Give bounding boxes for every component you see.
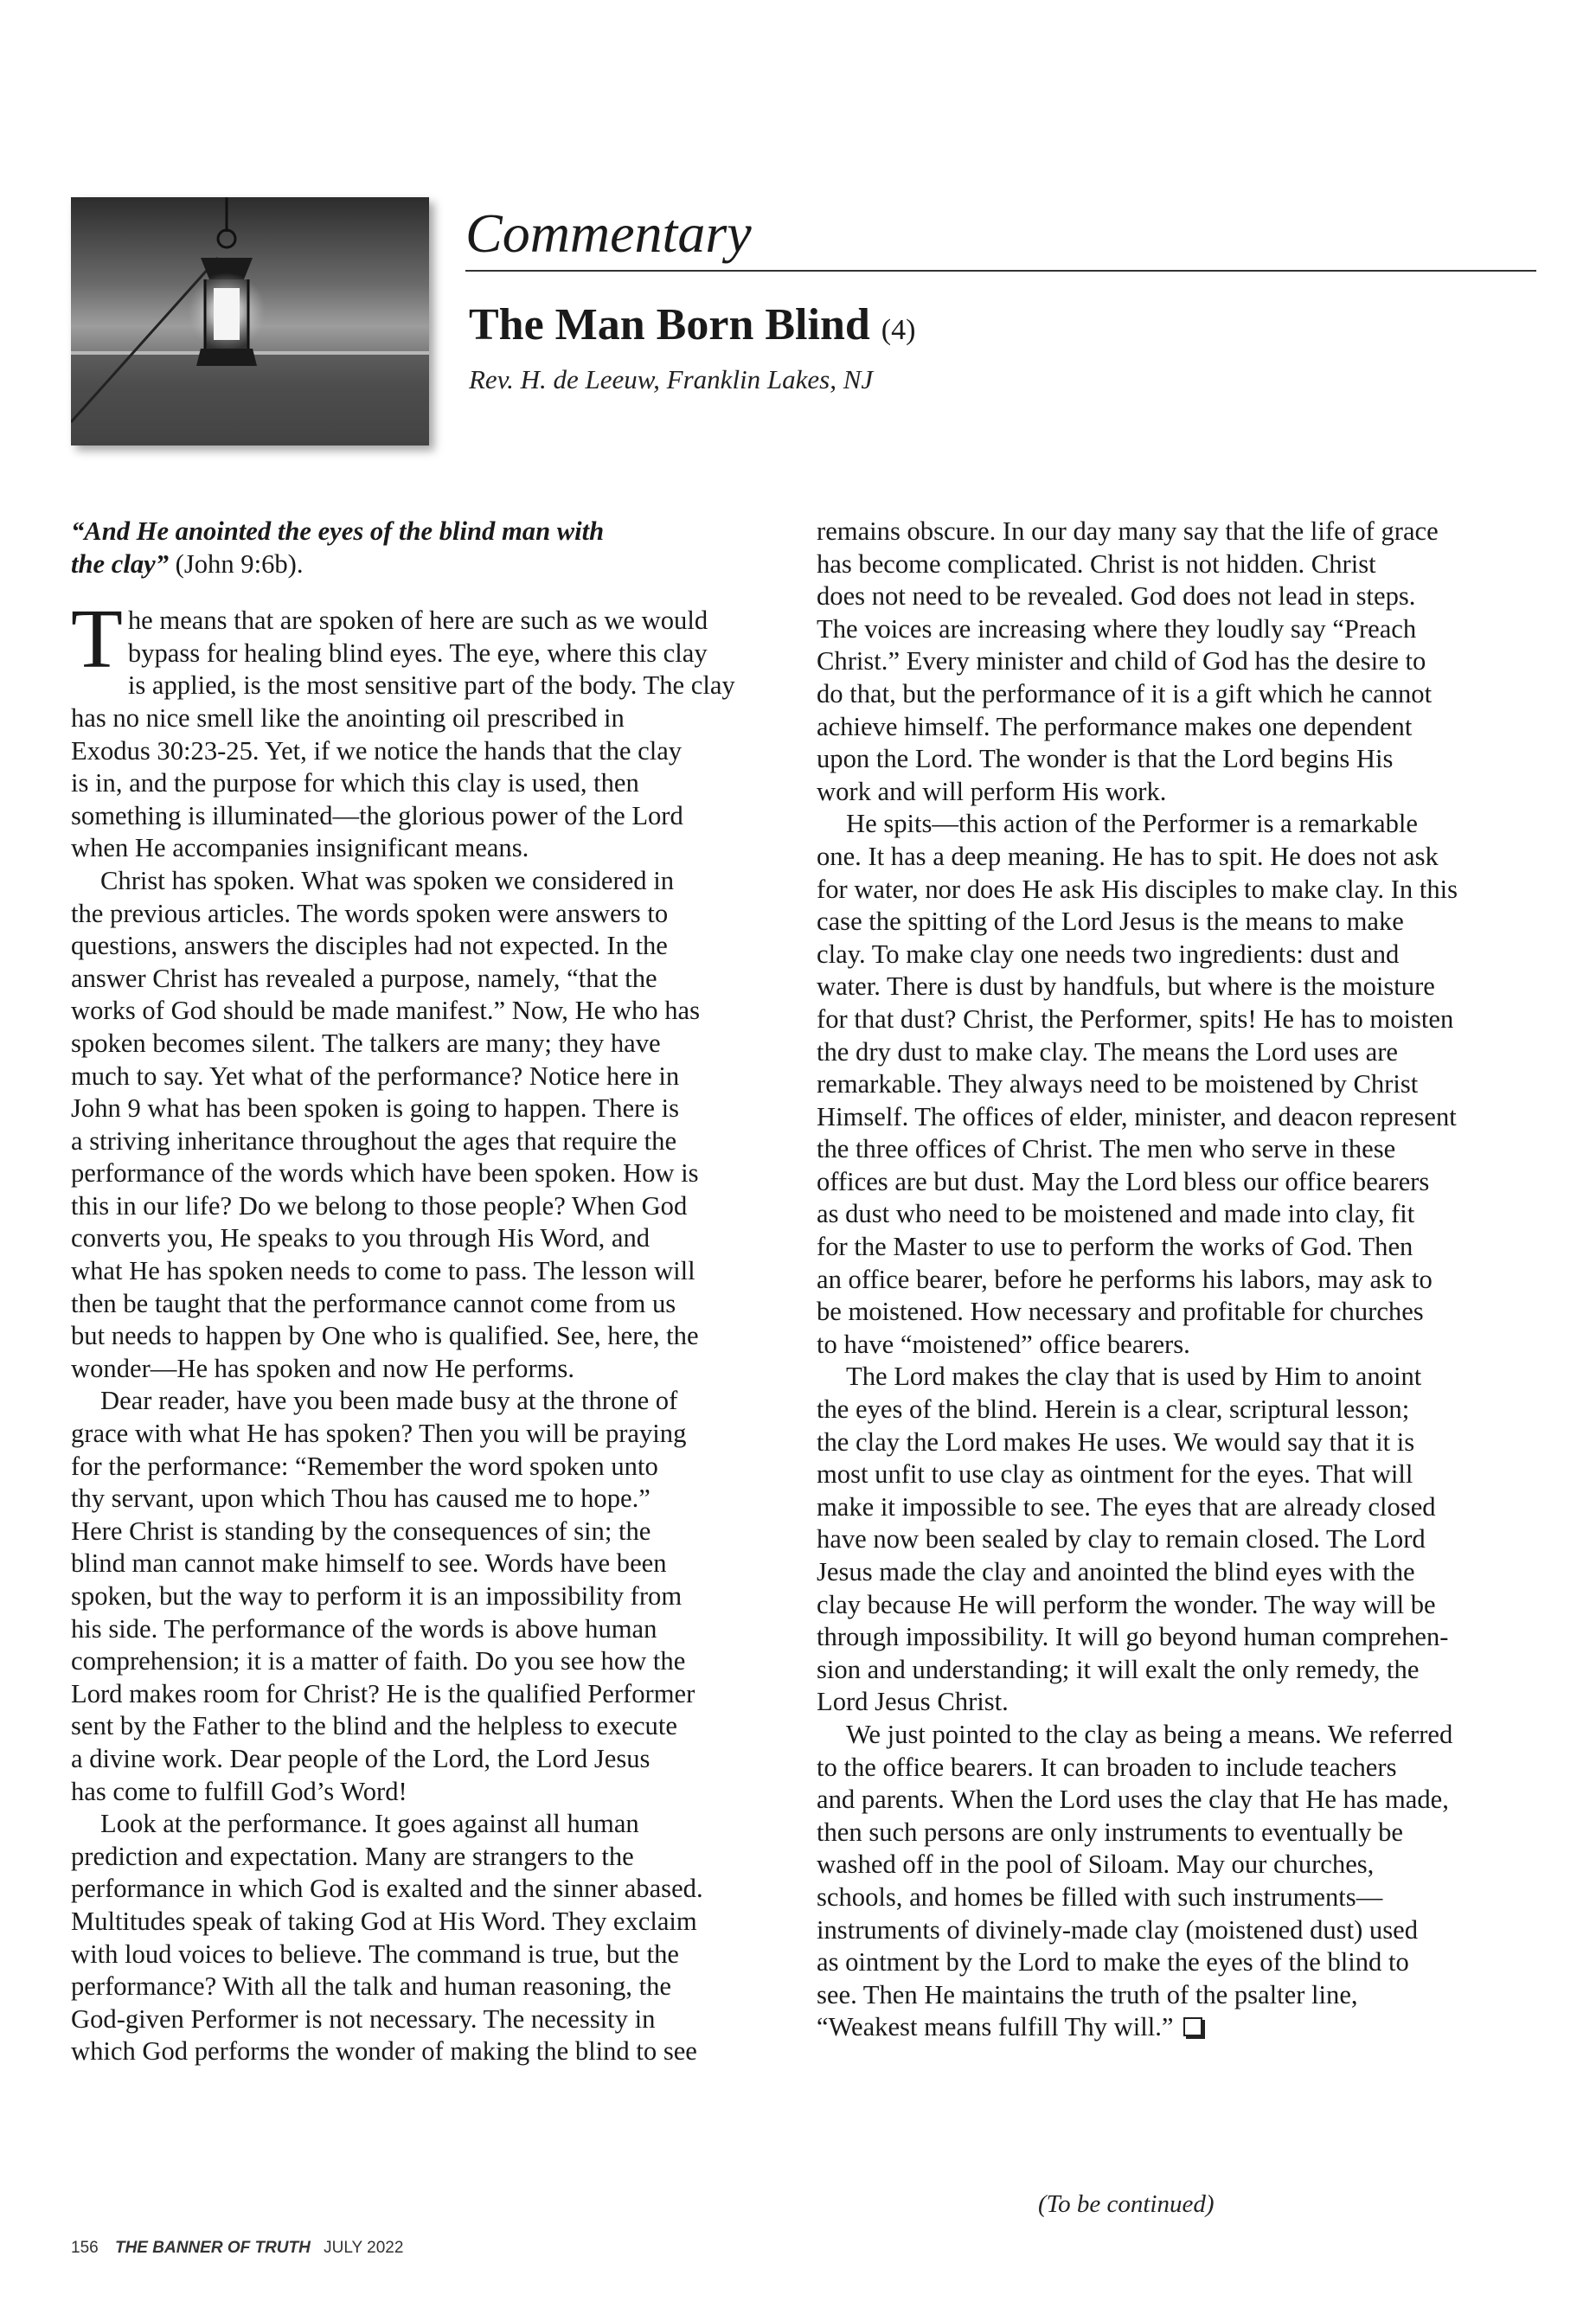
body-text: has come to fulfill God’s Word! xyxy=(71,1776,407,1806)
body-text-line xyxy=(71,1125,789,1158)
body-text: and parents. When the Lord uses the clay that He has made, xyxy=(817,1785,1449,1815)
body-text: for water, nor does He ask His disciples to make clay. In this xyxy=(817,874,1458,904)
body-text-line xyxy=(71,1320,789,1353)
body-text: Christ.” Every minister and child of God has the desire to xyxy=(817,646,1426,676)
body-text-line xyxy=(71,702,789,735)
body-text-line xyxy=(817,776,1535,809)
body-text-line xyxy=(817,1133,1535,1166)
body-text: Jesus made the clay and anointed the blind eyes with the xyxy=(817,1557,1415,1586)
body-text-line xyxy=(71,1451,789,1484)
body-text: Dear reader, have you been made busy at the throne of xyxy=(100,1386,678,1416)
body-text: do that, but the performance of it is a gift which he cannot xyxy=(817,678,1433,708)
body-text-line xyxy=(817,1621,1535,1654)
body-text: converts you, He speaks to you through His Word, and xyxy=(71,1223,651,1253)
body-text: Here Christ is standing by the consequences of sin; the xyxy=(71,1516,651,1546)
body-text: something is illuminated—the glorious power of the Lord xyxy=(71,800,683,830)
body-text-line xyxy=(71,1743,789,1776)
body-text: this in our life? Do we belong to those people? When God xyxy=(71,1190,688,1221)
body-text: has become complicated. Christ is not hidden. Christ xyxy=(817,548,1376,579)
body-text-line xyxy=(817,580,1535,613)
body-text-line xyxy=(817,1329,1535,1362)
body-text: We just pointed to the clay as being a means. We referred xyxy=(846,1719,1453,1749)
body-text: schools, and homes be filled with such instruments— xyxy=(817,1881,1383,1912)
dropcap-letter: T xyxy=(71,593,123,687)
body-text-line xyxy=(817,1264,1535,1297)
body-text: Himself. The offices of elder, minister, and deacon represent xyxy=(817,1101,1457,1131)
body-text-line xyxy=(817,1719,1535,1752)
body-text: wonder—He has spoken and now He performs. xyxy=(71,1353,574,1383)
body-text: spoken becomes silent. The talkers are many; they have xyxy=(71,1028,661,1058)
body-text-line xyxy=(817,1849,1535,1881)
body-text: water. There is dust by handfuls, but where is the moisture xyxy=(817,971,1435,1002)
epigraph-spacer xyxy=(71,580,789,605)
body-text-line xyxy=(817,1491,1535,1524)
right-body-text xyxy=(817,516,1535,2044)
body-text-line xyxy=(817,1361,1535,1394)
to-be-continued: (To be continued) xyxy=(1038,2190,1215,2218)
body-text: work and will perform His work. xyxy=(817,776,1167,806)
body-text: Multitudes speak of taking God at His Word. They exclaim xyxy=(71,1906,697,1936)
body-text: Christ has spoken. What was spoken we considered in xyxy=(100,865,675,895)
body-text-line xyxy=(817,939,1535,971)
body-text: the previous articles. The words spoken were answers to xyxy=(71,898,669,928)
body-text-line xyxy=(71,1483,789,1516)
body-text: as ointment by the Lord to make the eyes of the blind to xyxy=(817,1947,1409,1977)
body-text: God-given Performer is not necessary. The necessity in xyxy=(71,2003,656,2034)
body-text-line xyxy=(71,1061,789,1093)
body-text: works of God should be made manifest.” Now, He who has xyxy=(71,996,701,1026)
body-text-line xyxy=(71,1157,789,1190)
body-text: achieve himself. The performance makes one dependent xyxy=(817,711,1413,741)
body-text: The voices are increasing where they loudly say “Preach xyxy=(817,613,1417,644)
body-text-line xyxy=(71,1678,789,1711)
body-text: is in, and the purpose for which this clay is used, then xyxy=(71,768,639,798)
body-text-line xyxy=(817,971,1535,1003)
body-text: performance of the words which have been spoken. How is xyxy=(71,1158,699,1189)
epigraph-line-1: “And He anointed the eyes of the blind man with xyxy=(71,516,605,546)
body-text-line xyxy=(817,678,1535,711)
article-title-text: The Man Born Blind xyxy=(469,300,870,349)
body-text-line xyxy=(71,2035,789,2068)
body-text-line xyxy=(71,1353,789,1386)
body-text-line xyxy=(817,711,1535,744)
body-text-line xyxy=(71,1222,789,1255)
body-text-line xyxy=(71,1808,789,1841)
body-text-line xyxy=(71,1645,789,1678)
body-text-line xyxy=(817,2011,1535,2044)
publication-name: THE BANNER OF TRUTH xyxy=(114,2239,311,2257)
body-text-line xyxy=(71,735,789,768)
body-text: performance in which God is exalted and the sinner abased. xyxy=(71,1874,703,1904)
body-text-line xyxy=(71,1548,789,1580)
body-text-line xyxy=(817,1979,1535,2012)
body-text: for the Master to use to perform the works of God. Then xyxy=(817,1232,1413,1262)
body-text-line xyxy=(817,1296,1535,1329)
body-text-line xyxy=(71,800,789,833)
article-part-number: (4) xyxy=(881,314,916,346)
lantern-illustration xyxy=(71,197,429,445)
body-text: Look at the performance. It goes against all human xyxy=(100,1809,639,1839)
body-text: see. Then He maintains the truth of the psalter line, xyxy=(817,1979,1358,2009)
body-text: remarkable. They always need to be moistened by Christ xyxy=(817,1069,1419,1099)
body-text-line xyxy=(817,613,1535,646)
body-text: make it impossible to see. The eyes that are already closed xyxy=(817,1491,1436,1522)
body-text-line xyxy=(817,1784,1535,1817)
body-text: have now been sealed by clay to remain closed. The Lord xyxy=(817,1524,1426,1554)
body-text: Lord makes room for Christ? He is the qualified Performer xyxy=(71,1678,695,1708)
body-text: most unfit to use clay as ointment for the eyes. That will xyxy=(817,1459,1413,1490)
body-text: what He has spoken needs to come to pass. The lesson will xyxy=(71,1256,695,1286)
body-text: questions, answers the disciples had not expected. In the xyxy=(71,931,668,961)
body-text: sion and understanding; it will exalt the only remedy, the xyxy=(817,1654,1420,1684)
body-text: comprehension; it is a matter of faith. Do you see how the xyxy=(71,1646,686,1676)
body-text: performance? With all the talk and human reasoning, the xyxy=(71,1971,671,2002)
body-text: the three offices of Christ. The men who serve in these xyxy=(817,1134,1396,1164)
body-text: through impossibility. It will go beyond human comprehen- xyxy=(817,1622,1449,1652)
left-column xyxy=(71,516,789,2068)
body-text-line xyxy=(817,1166,1535,1199)
body-text-line xyxy=(817,1231,1535,1264)
body-text-line xyxy=(71,2003,789,2036)
body-text-line xyxy=(817,743,1535,776)
body-text-line xyxy=(71,670,789,702)
body-text: when He accompanies insignificant means. xyxy=(71,833,529,863)
byline: Rev. H. de Leeuw, Franklin Lakes, NJ xyxy=(469,364,874,394)
body-text: He spits—this action of the Performer is a remarkable xyxy=(846,809,1418,839)
body-text: much to say. Yet what of the performance? Notice here in xyxy=(71,1061,680,1091)
page-number: 156 xyxy=(71,2239,99,2257)
body-text-line xyxy=(817,906,1535,939)
body-text-line xyxy=(71,1190,789,1223)
body-text: clay. To make clay one needs two ingredients: dust and xyxy=(817,939,1400,969)
left-body-text xyxy=(71,670,789,2068)
body-text-line xyxy=(71,1971,789,2003)
body-text-line xyxy=(817,645,1535,678)
body-text-line xyxy=(817,516,1535,548)
body-text: an office bearer, before he performs his labors, may ask to xyxy=(817,1264,1433,1294)
body-text-line xyxy=(71,1516,789,1548)
body-text-line xyxy=(71,865,789,898)
body-text: but needs to happen by One who is qualified. See, here, the xyxy=(71,1321,699,1351)
body-text-line xyxy=(817,1068,1535,1101)
body-text-line xyxy=(71,1710,789,1743)
body-text: then such persons are only instruments to eventually be xyxy=(817,1817,1404,1847)
body-text: thy servant, upon which Thou has caused me to hope.” xyxy=(71,1484,651,1514)
body-text-line xyxy=(71,930,789,963)
body-text-line xyxy=(71,1093,789,1125)
body-text: for that dust? Christ, the Performer, spits! He has to moisten xyxy=(817,1003,1454,1034)
body-text: for the performance: “Remember the word spoken unto xyxy=(71,1451,658,1481)
right-column xyxy=(817,516,1535,2044)
body-text: prediction and expectation. Many are strangers to the xyxy=(71,1841,634,1871)
body-text-line xyxy=(71,1580,789,1613)
body-text-line xyxy=(817,1426,1535,1459)
body-text-line xyxy=(817,808,1535,841)
body-text-line xyxy=(817,1881,1535,1914)
body-text: the dry dust to make clay. The means the Lord uses are xyxy=(817,1036,1399,1067)
body-text-line xyxy=(71,1613,789,1646)
epigraph-line-2 xyxy=(71,548,789,581)
body-text-line xyxy=(71,898,789,931)
body-text-line xyxy=(817,1556,1535,1589)
body-text-line xyxy=(71,1841,789,1874)
body-text: answer Christ has revealed a purpose, namely, “that the xyxy=(71,963,657,993)
body-text: sent by the Father to the blind and the helpless to execute xyxy=(71,1711,677,1741)
body-text-line xyxy=(817,1036,1535,1069)
body-text: remains obscure. In our day many say that the life of grace xyxy=(817,516,1439,546)
body-text: a striving inheritance throughout the ages that require the xyxy=(71,1125,677,1156)
body-text: a divine work. Dear people of the Lord, the Lord Jesus xyxy=(71,1743,651,1773)
body-text: clay because He will perform the wonder. The way will be xyxy=(817,1589,1436,1619)
body-text: be moistened. How necessary and profitable for churches xyxy=(817,1297,1424,1327)
body-text-line xyxy=(71,1873,789,1906)
body-text: blind man cannot make himself to see. Words have been xyxy=(71,1548,667,1579)
body-text-line xyxy=(71,832,789,865)
body-text: has no nice smell like the anointing oil prescribed in xyxy=(71,702,625,733)
body-text-line xyxy=(71,1288,789,1321)
body-text: case the spitting of the Lord Jesus is the means to make xyxy=(817,907,1404,937)
body-text-line xyxy=(71,995,789,1028)
section-label: Commentary xyxy=(465,202,752,264)
body-text-line xyxy=(817,1198,1535,1231)
body-text: “Weakest means fulfill Thy will.” xyxy=(817,2012,1174,2042)
article-title xyxy=(469,300,916,349)
body-text: Lord Jesus Christ. xyxy=(817,1687,1009,1717)
body-text-line xyxy=(71,1385,789,1418)
body-text-line xyxy=(817,1394,1535,1426)
body-text: The Lord makes the clay that is used by Him to anoint xyxy=(846,1362,1422,1392)
page-footer xyxy=(71,2239,403,2258)
body-text: with loud voices to believe. The command is true, but the xyxy=(71,1939,679,1969)
body-text-line xyxy=(817,1752,1535,1785)
body-text-line xyxy=(71,1939,789,1971)
body-text-line xyxy=(71,963,789,996)
body-text: one. It has a deep meaning. He has to spit. He does not ask xyxy=(817,841,1439,871)
body-text-line xyxy=(817,548,1535,581)
body-text: grace with what He has spoken? Then you will be praying xyxy=(71,1419,687,1449)
body-text-line xyxy=(817,874,1535,907)
body-text: instruments of divinely-made clay (moistened dust) used xyxy=(817,1914,1419,1945)
body-text: John 9 what has been spoken is going to happen. There is xyxy=(71,1093,679,1124)
body-text: Exodus 30:23-25. Yet, if we notice the hands that the clay xyxy=(71,735,683,766)
body-text: does not need to be revealed. God does not lead in steps. xyxy=(817,581,1416,612)
body-text-line xyxy=(817,1458,1535,1491)
body-text-line xyxy=(817,1946,1535,1979)
body-text: washed off in the pool of Siloam. May our churches, xyxy=(817,1849,1375,1880)
body-text: spoken, but the way to perform it is an impossibility from xyxy=(71,1581,683,1611)
body-text: is applied, is the most sensitive part of the body. The clay xyxy=(127,670,735,701)
epigraph-reference: (John 9:6b). xyxy=(169,548,304,579)
section-rule xyxy=(465,270,1536,272)
body-text: to the office bearers. It can broaden to include teachers xyxy=(817,1752,1397,1782)
body-text-line xyxy=(817,1654,1535,1687)
body-text: upon the Lord. The wonder is that the Lord begins His xyxy=(817,744,1394,774)
lantern-photo xyxy=(71,197,429,445)
body-text: offices are but dust. May the Lord bless our office bearers xyxy=(817,1166,1430,1196)
body-text: then be taught that the performance cannot come from us xyxy=(71,1288,676,1318)
body-text-line xyxy=(817,1523,1535,1556)
body-text-line xyxy=(71,1776,789,1809)
body-text-line xyxy=(817,1589,1535,1622)
body-text: which God performs the wonder of making the blind to see xyxy=(71,2036,697,2067)
body-text-line xyxy=(817,841,1535,874)
epigraph-quote: the clay” xyxy=(71,548,169,579)
body-text-line xyxy=(817,1101,1535,1134)
body-text: as dust who need to be moistened and made into clay, fit xyxy=(817,1199,1415,1229)
body-text-line xyxy=(817,1914,1535,1947)
body-text-line xyxy=(817,1003,1535,1036)
end-of-article-box-icon xyxy=(1183,2017,1202,2036)
body-text-line xyxy=(71,767,789,800)
body-text-line xyxy=(71,1028,789,1061)
body-text-line xyxy=(817,1817,1535,1849)
body-text-line xyxy=(817,1686,1535,1719)
body-text: to have “moistened” office bearers. xyxy=(817,1329,1190,1359)
body-text-line xyxy=(71,1255,789,1288)
dropcap-line: he means that are spoken of here are such as we would xyxy=(127,606,708,636)
body-text-line xyxy=(71,1906,789,1939)
body-text: the eyes of the blind. Herein is a clear, scriptural lesson; xyxy=(817,1394,1410,1425)
issue-date: JULY 2022 xyxy=(324,2239,404,2257)
dropcap-line: bypass for healing blind eyes. The eye, where this clay xyxy=(127,638,708,668)
body-text-line xyxy=(71,1418,789,1451)
body-text: the clay the Lord makes He uses. We would say that it is xyxy=(817,1426,1415,1457)
body-text: his side. The performance of the words is above human xyxy=(71,1613,657,1644)
